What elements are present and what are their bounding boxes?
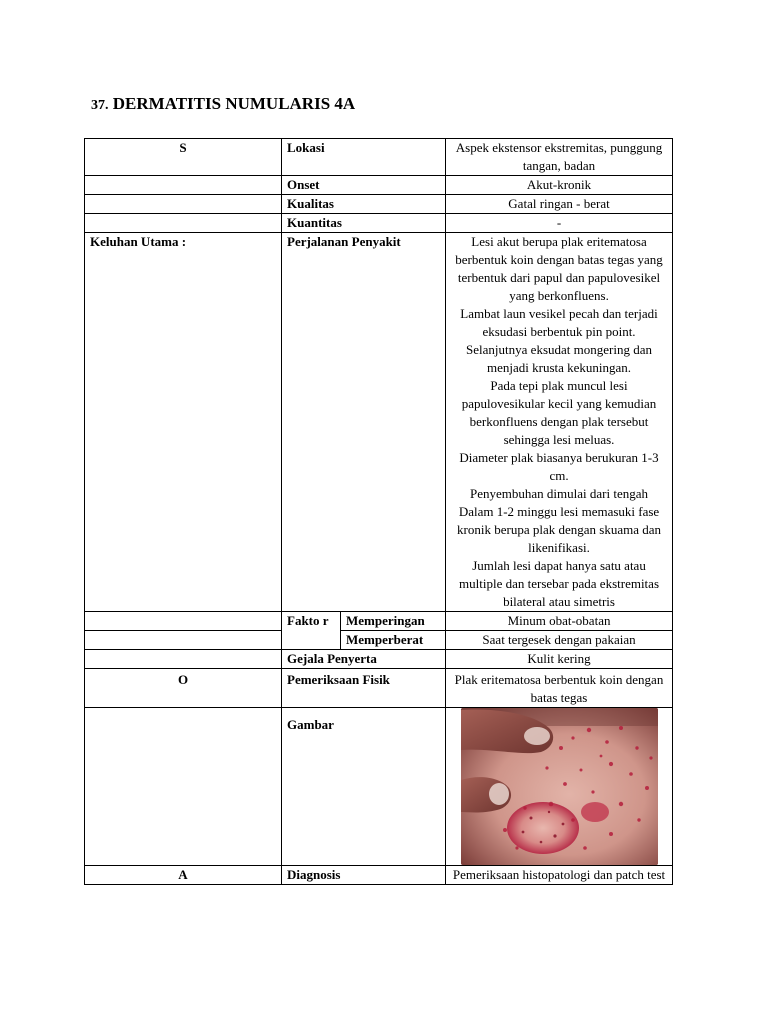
section-o-label: O	[85, 669, 282, 708]
row-kuantitas	[85, 214, 673, 233]
gambar-cell	[446, 708, 673, 866]
kuantitas-value: -	[446, 214, 673, 233]
pemeriksaan-label: Pemeriksaan Fisik	[282, 669, 446, 708]
perjalanan-line: Pada tepi plak muncul lesi papulovesikular kecil yang kemudian berkonfluens dengan plak tersebut sehingga lesi meluas.	[461, 378, 657, 447]
dermatitis-photo	[461, 708, 658, 865]
pemeriksaan-value: Plak eritematosa berbentuk koin dengan batas tegas	[446, 669, 673, 708]
empty-cell	[85, 195, 282, 214]
row-pemeriksaan	[85, 669, 673, 708]
perjalanan-line: Dalam 1-2 minggu lesi memasuki fase kronik berupa plak dengan skuama dan likenifikasi.	[457, 504, 661, 555]
soap-table	[84, 138, 673, 885]
section-a-label: A	[85, 866, 282, 885]
document-title	[91, 94, 355, 114]
lokasi-label: Lokasi	[282, 139, 446, 176]
perjalanan-line: Penyembuhan dimulai dari tengah	[470, 486, 648, 501]
perjalanan-line: Lesi akut berupa plak eritematosa berbentuk koin dengan batas tegas yang terbentuk dari papul dan papulovesikel yang berkonfluens.	[455, 234, 663, 303]
kualitas-value: Gatal ringan - berat	[446, 195, 673, 214]
lokasi-value: Aspek ekstensor ekstremitas, punggung tangan, badan	[446, 139, 673, 176]
memperberat-value: Saat tergesek dengan pakaian	[446, 631, 673, 650]
perjalanan-value	[446, 233, 673, 612]
row-lokasi	[85, 139, 673, 176]
gejala-value: Kulit kering	[446, 650, 673, 669]
perjalanan-label: Perjalanan Penyakit	[282, 233, 446, 612]
faktor-label: Fakto r	[282, 612, 341, 650]
perjalanan-line: Diameter plak biasanya berukuran 1-3 cm.	[459, 450, 659, 483]
row-perjalanan	[85, 233, 673, 612]
gejala-label: Gejala Penyerta	[282, 650, 446, 669]
title-text: DERMATITIS NUMULARIS 4A	[112, 94, 356, 113]
row-memperingan	[85, 612, 673, 631]
perjalanan-line: Jumlah lesi dapat hanya satu atau multiple dan tersebar pada ekstremitas bilateral atau simetris	[459, 558, 659, 609]
row-diagnosis	[85, 866, 673, 885]
memperingan-value: Minum obat-obatan	[446, 612, 673, 631]
empty-cell	[85, 631, 282, 650]
diagnosis-label: Diagnosis	[282, 866, 446, 885]
row-onset	[85, 176, 673, 195]
empty-cell	[85, 650, 282, 669]
empty-cell	[85, 612, 282, 631]
gambar-label: Gambar	[282, 708, 446, 866]
section-s-label: S	[85, 139, 282, 176]
memperberat-label: Memperberat	[341, 631, 446, 650]
kuantitas-label: Kuantitas	[282, 214, 446, 233]
onset-label: Onset	[282, 176, 446, 195]
keluhan-utama-label: Keluhan Utama :	[85, 233, 282, 612]
memperingan-label: Memperingan	[341, 612, 446, 631]
kualitas-label: Kualitas	[282, 195, 446, 214]
row-memperberat	[85, 631, 673, 650]
diagnosis-value: Pemeriksaan histopatologi dan patch test	[446, 866, 673, 885]
perjalanan-line: Lambat laun vesikel pecah dan terjadi eksudasi berbentuk pin point. Selanjutnya eksudat mongering dan menjadi krusta kekuningan.	[460, 306, 658, 375]
empty-cell	[85, 214, 282, 233]
row-gejala	[85, 650, 673, 669]
section-number: 37.	[91, 98, 109, 113]
row-gambar	[85, 708, 673, 866]
empty-cell	[85, 708, 282, 866]
row-kualitas	[85, 195, 673, 214]
empty-cell	[85, 176, 282, 195]
onset-value: Akut-kronik	[446, 176, 673, 195]
